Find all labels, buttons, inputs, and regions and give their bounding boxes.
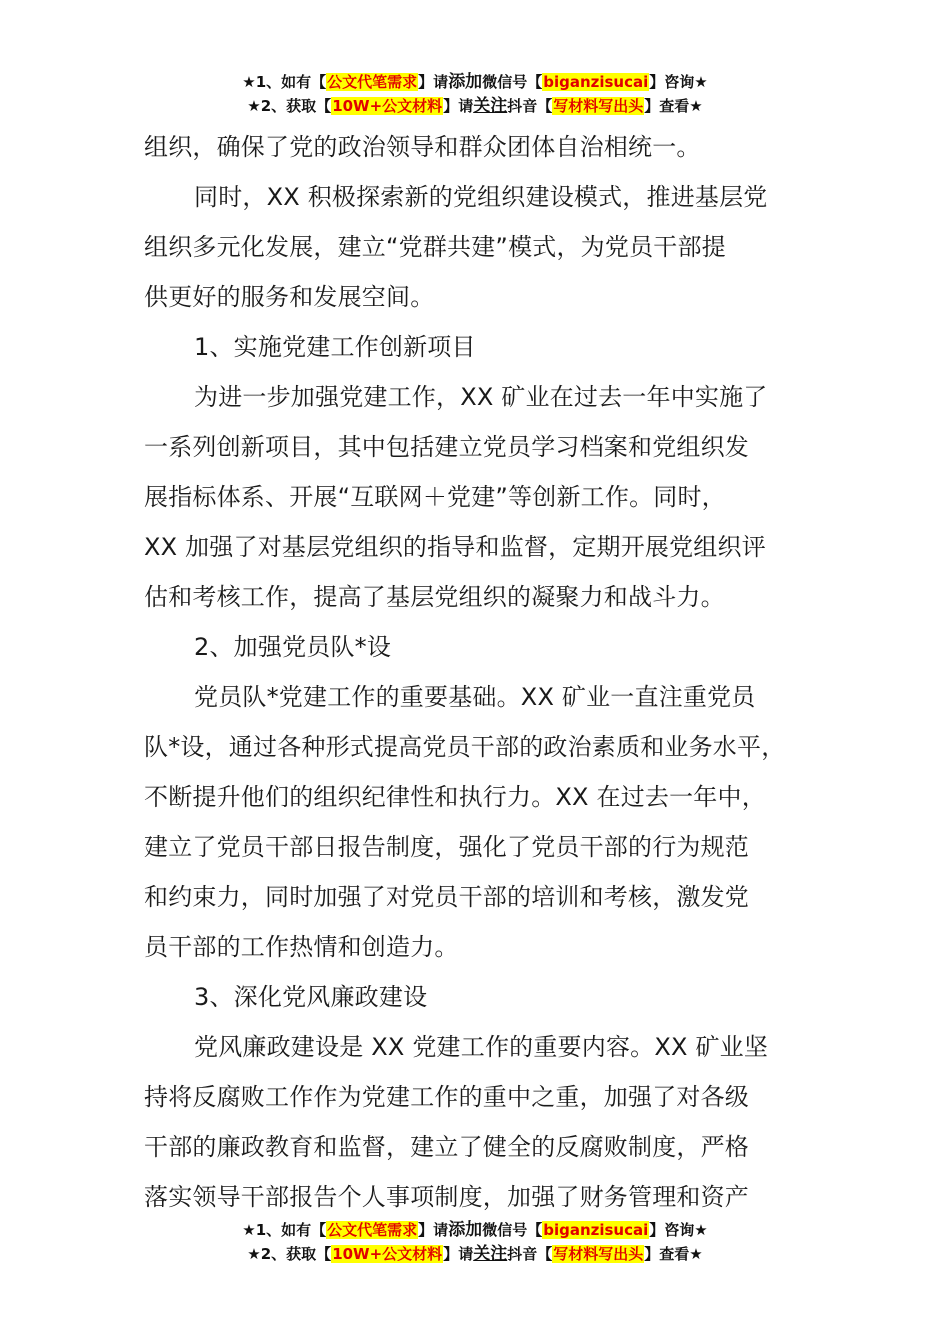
- banner-text-emphasis: 关注: [473, 96, 508, 116]
- text-line: XX 加强了对基层党组织的指导和监督，定期开展党组织评: [144, 533, 766, 561]
- highlight-douyin: 写材料写出头: [553, 97, 644, 115]
- text-line: 展指标体系、开展“互联网＋党建”等创新工作。同时，: [144, 483, 726, 511]
- text-line: 组织，确保了党的政治领导和群众团体自治相统一。: [144, 133, 701, 161]
- section-heading: 1、实施党建工作创新项目: [194, 333, 476, 361]
- text-line: 干部的廉政教育和监督，建立了健全的反腐败制度，严格: [144, 1133, 749, 1161]
- banner-text: 】请: [443, 1245, 474, 1263]
- text-line: 不断提升他们的组织纪律性和执行力。XX 在过去一年中，: [144, 783, 766, 811]
- text-line: 党风廉政建设是 XX 党建工作的重要内容。XX 矿业坚: [194, 1033, 769, 1061]
- text-line: 供更好的服务和发展空间。: [144, 283, 435, 311]
- banner-text: ★2、获取【: [247, 97, 332, 115]
- banner-line-1: [0, 70, 950, 94]
- banner-line-2: [0, 1242, 950, 1266]
- banner-line-2: [0, 94, 950, 118]
- text-line: 建立了党员干部日报告制度，强化了党员干部的行为规范: [144, 833, 749, 861]
- highlight-service: 公文代笔需求: [327, 1221, 418, 1239]
- banner-text: 微信号【: [482, 73, 543, 91]
- banner-text: ★2、获取【: [247, 1245, 332, 1263]
- text-line: 为进一步加强党建工作，XX 矿业在过去一年中实施了: [194, 383, 768, 411]
- footer-banner: [0, 1218, 950, 1266]
- text-line: 和约束力，同时加强了对党员干部的培训和考核，激发党: [144, 883, 749, 911]
- banner-text: 抖音【: [507, 97, 553, 115]
- banner-text: 】请: [418, 1221, 449, 1239]
- text-line: 员干部的工作热情和创造力。: [144, 933, 459, 961]
- banner-line-1: [0, 1218, 950, 1242]
- banner-text-emphasis: 关注: [473, 1244, 508, 1264]
- text-line: 组织多元化发展，建立“党群共建”模式，为党员干部提: [144, 233, 726, 261]
- banner-text: ★1、如有【: [242, 1221, 327, 1239]
- banner-text: 微信号【: [482, 1221, 543, 1239]
- banner-text: 抖音【: [507, 1245, 553, 1263]
- highlight-materials: 10W+公文材料: [332, 1245, 443, 1263]
- section-heading: 3、深化党风廉政建设: [194, 983, 428, 1011]
- section-heading: 2、加强党员队*设: [194, 633, 392, 661]
- banner-text: 】查看★: [644, 1245, 703, 1263]
- highlight-douyin: 写材料写出头: [553, 1245, 644, 1263]
- text-line: 落实领导干部报告个人事项制度，加强了财务管理和资产: [144, 1183, 749, 1211]
- highlight-wechat-id: biganzisucai: [543, 73, 649, 91]
- banner-text-emphasis: 添加: [448, 1220, 483, 1240]
- banner-text: ★1、如有【: [242, 73, 327, 91]
- banner-text: 】查看★: [644, 97, 703, 115]
- document-body: [144, 122, 834, 1222]
- text-line: 党员队*党建工作的重要基础。XX 矿业一直注重党员: [194, 683, 756, 711]
- text-line: 持将反腐败工作作为党建工作的重中之重，加强了对各级: [144, 1083, 749, 1111]
- text-line: 队*设，通过各种形式提高党员干部的政治素质和业务水平，: [144, 733, 786, 761]
- banner-text: 】请: [418, 73, 449, 91]
- banner-text: 】咨询★: [649, 1221, 708, 1239]
- banner-text: 】咨询★: [649, 73, 708, 91]
- banner-text-emphasis: 添加: [448, 72, 483, 92]
- text-line: 估和考核工作，提高了基层党组织的凝聚力和战斗力。: [144, 583, 725, 611]
- text-line: 一系列创新项目，其中包括建立党员学习档案和党组织发: [144, 433, 749, 461]
- highlight-wechat-id: biganzisucai: [543, 1221, 649, 1239]
- text-line: 同时，XX 积极探索新的党组织建设模式，推进基层党: [194, 183, 768, 211]
- highlight-service: 公文代笔需求: [327, 73, 418, 91]
- header-banner: [0, 70, 950, 118]
- highlight-materials: 10W+公文材料: [332, 97, 443, 115]
- banner-text: 】请: [443, 97, 474, 115]
